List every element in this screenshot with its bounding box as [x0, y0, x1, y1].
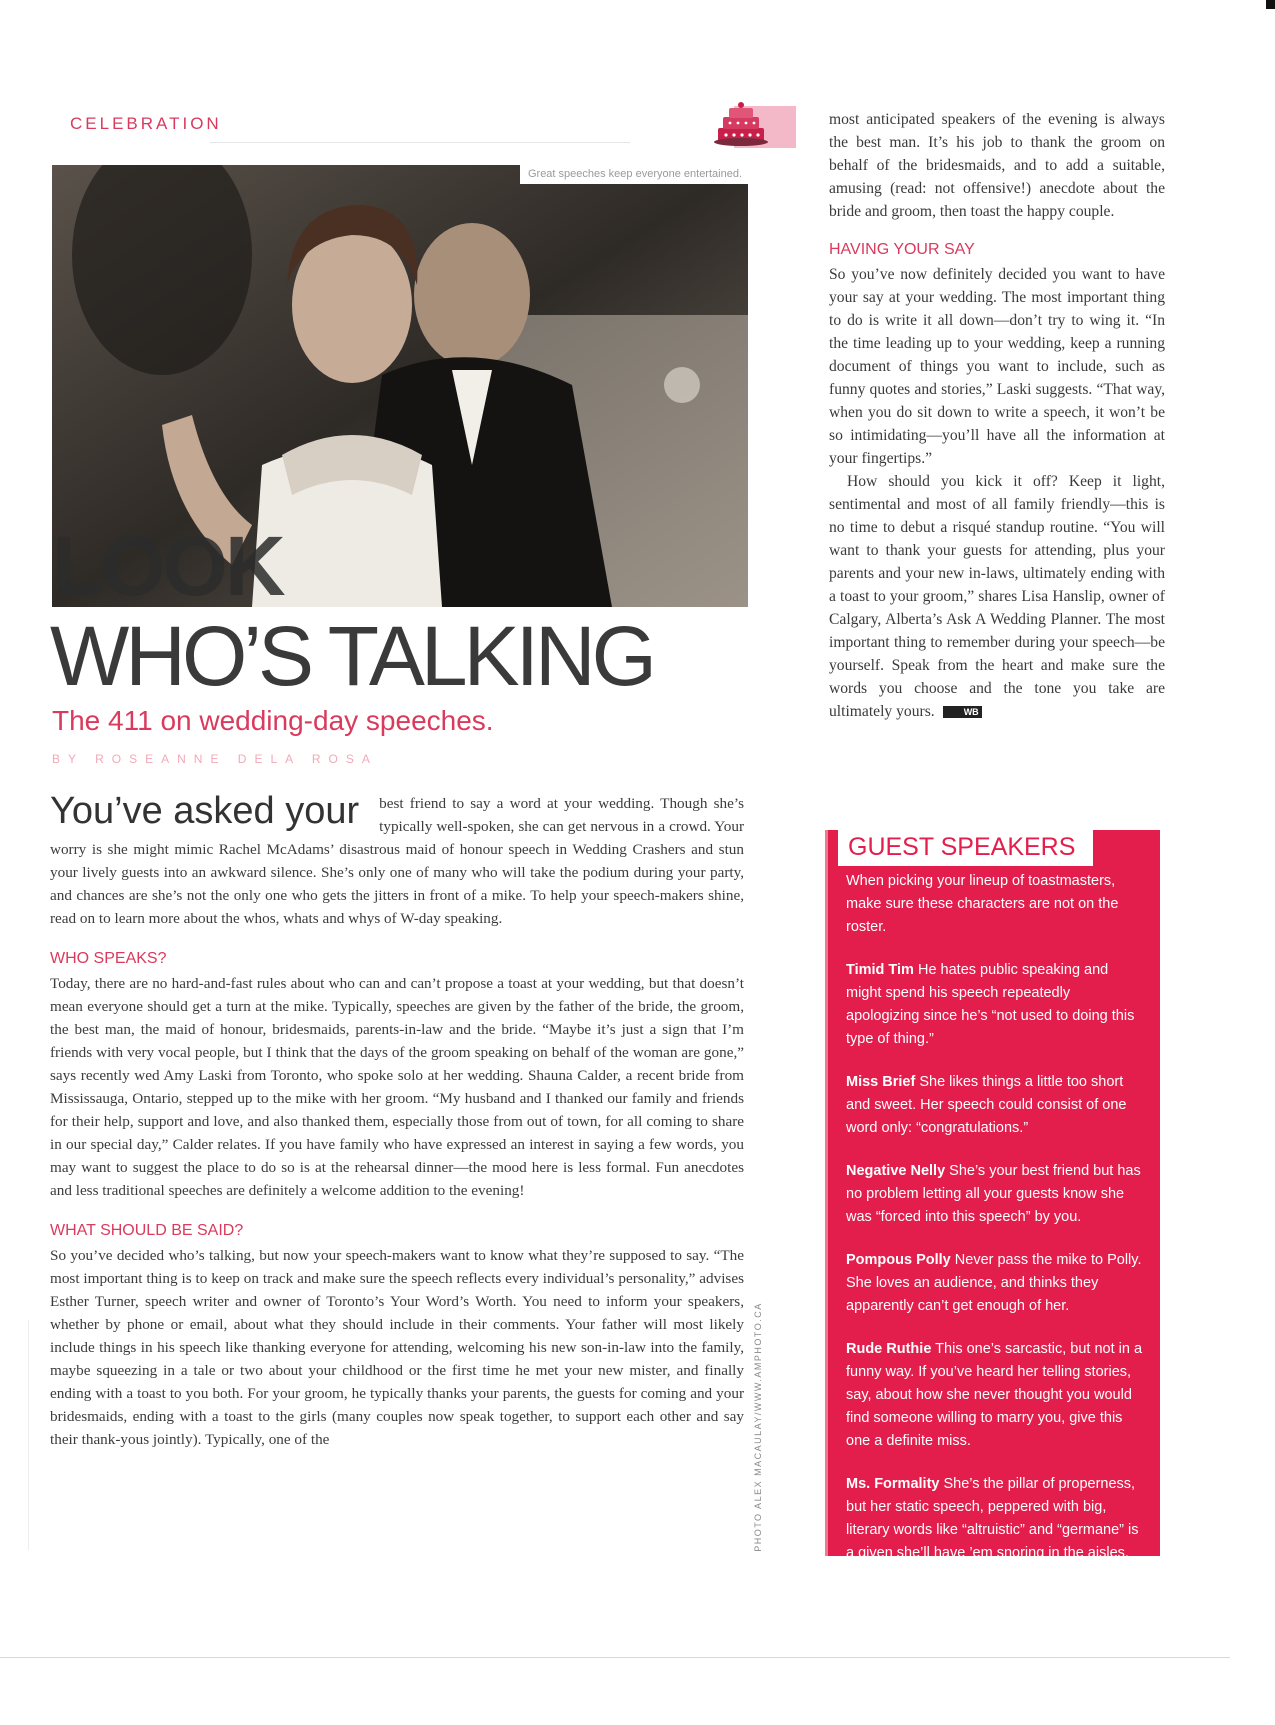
- article-subtitle: The 411 on wedding-day speeches.: [52, 705, 494, 736]
- speaker-name: Rude Ruthie: [846, 1341, 932, 1357]
- subhead-who-speaks: WHO SPEAKS?: [50, 950, 167, 967]
- speaker-description: She’s the pillar of properness, but her static speech, peppered with big, literary words like “altruistic” and “germane” is a given she’ll have ’em snoring in the aisles.: [846, 1476, 1139, 1561]
- speaker-description: She’s your best friend but has no problem letting all your guests know she was “forced into this speech” by you.: [846, 1163, 1141, 1225]
- sidebar-item: [846, 1338, 1146, 1453]
- article-right-column: [829, 108, 1165, 723]
- sidebar-item: [846, 959, 1146, 1051]
- sidebar-intro: When picking your lineup of toastmasters, make sure these characters are not on the roster.: [846, 873, 1119, 935]
- having-say-paragraph-2: [829, 470, 1165, 723]
- sidebar-item: [846, 1160, 1146, 1229]
- headline-line-1: LOOK: [52, 519, 283, 613]
- speaker-name: Miss Brief: [846, 1074, 916, 1090]
- speaker-name: Pompous Polly: [846, 1252, 951, 1268]
- article-left-column: [50, 792, 744, 1451]
- photo-caption: Great speeches keep everyone entertained.: [520, 165, 748, 184]
- headline-line-2: WHO’S TALKING: [50, 609, 653, 703]
- speaker-name: Negative Nelly: [846, 1163, 946, 1179]
- intro-text: best friend to say a word at your wedding. Though she’s typically well-spoken, she can get nervous in a crowd. Your worry is she might mimic Rachel McAdams’ disastrous maid of honour speech in Wedding Crashers and stun your lively guests into an awkward silence. She’s only one of many who will take the podium during your party, and chances are she’s not the only one who gets the jitters in front of a mike. To help your speech-makers shine, read on to learn more about the whos, whats and whys of W-day speaking.: [50, 795, 744, 927]
- speaker-name: Ms. Formality: [846, 1476, 940, 1492]
- speaker-description: Never pass the mike to Polly. She loves an audience, and thinks they apparently can’t get enough of her.: [846, 1252, 1142, 1314]
- end-mark: WB: [943, 706, 982, 718]
- speaker-name: Timid Tim: [846, 962, 914, 978]
- sidebar-item: [846, 1249, 1146, 1318]
- having-say-paragraph-2-text: How should you kick it off? Keep it light, sentimental and most of all family friendly—this is no time to debut a risqué standup routine. “You will want to thank your guests for attending, plus your parents and your new in-laws, ultimately ending with a toast to your groom,” shares Lisa Hanslip, owner of Calgary, Alberta’s Ask A Wedding Planner. The most important thing to remember during your speech—be yourself. Speak from the heart and make sure the words you choose and the tone you take are ultimately yours.: [829, 473, 1165, 720]
- subhead-having-say: HAVING YOUR SAY: [829, 241, 975, 258]
- bottom-rule: [0, 1657, 1230, 1658]
- speaker-description: She likes things a little too short and sweet. Her speech could consist of one word only: “congratulations.”: [846, 1074, 1127, 1136]
- sidebar-title: GUEST SPEAKERS: [838, 827, 1093, 866]
- subhead-what-said: WHAT SHOULD BE SAID?: [50, 1222, 244, 1239]
- photo-credit: [750, 1302, 766, 1555]
- who-speaks-paragraph: Today, there are no hard-and-fast rules about who can and can’t propose a toast at your wedding, but that doesn’t mean everyone should get a turn at the mike. Typically, speeches are given by the father of the bride, the groom, the best man, the maid of honour, bridesmaids, parents-in-law and the bride. “Maybe it’s just a sign that I’m friends with very vocal people, but I think that the days of the groom speaking on behalf of the woman are gone,” says recently wed Amy Laski from Toronto, who spoke solo at her wedding. Shauna Calder, a recent bride from Mississauga, Ontario, stepped up to the mike with her groom. “My husband and I thanked our family and friends for their help, support and love, and also thanked them, especially those from out of town, for all coming to share in our special day,” Calder relates. If you have family who have expressed an interest in saying a few words, you may want to suggest the place to do so is at the rehearsal dinner—the mood here is less formal. Fun anecdotes and less traditional speeches are definitely a welcome addition to the evening!: [50, 975, 744, 1199]
- guest-speakers-sidebar: [825, 830, 1160, 1561]
- intro-paragraph: [50, 792, 744, 930]
- byline: BY ROSEANNE DELA ROSA: [52, 752, 378, 766]
- margin-line: [28, 1320, 29, 1550]
- speaker-description: He hates public speaking and might spend his speech repeatedly apologizing since he’s “not used to doing this type of thing.”: [846, 962, 1135, 1047]
- continued-paragraph: most anticipated speakers of the evening is always the best man. It’s his job to thank the groom on behalf of the bridesmaids, and to add a suitable, amusing (read: not offensive!) anecdote about the bride and groom, then toast the happy couple.: [829, 111, 1165, 220]
- scan-corner-mark: [1266, 0, 1275, 9]
- sidebar-item: [846, 1071, 1146, 1140]
- wedding-cake-icon: [704, 100, 796, 148]
- having-say-paragraph-1: So you’ve now definitely decided you want to have your say at your wedding. The most important thing to do is write it all down—don’t try to wing it. “In the time leading up to your wedding, keep a running document of things you want to include, such as funny quotes and stories,” Laski suggests. “That way, when you do sit down to write a speech, it won’t be so intimidating—you’ll have all the information at your fingertips.”: [829, 266, 1165, 467]
- sidebar-body: [846, 870, 1146, 1585]
- section-label: CELEBRATION: [70, 114, 222, 133]
- what-said-paragraph: So you’ve decided who’s talking, but now your speech-makers want to know what they’re supposed to say. “The most important thing is to keep on track and make sure the speech reflects every individual’s personality,” advises Esther Turner, speech writer and owner of Toronto’s Your Word’s Worth. You need to inform your speakers, whether by phone or email, about what they should include in their comments. Your father will most likely include things in his speech like thanking everyone for attending, welcoming his new son-in-law into the family, maybe squeezing in a tale or two about your childhood or the first time he met your new mister, and finally ending with a toast to you both. For your groom, he typically thanks your parents, the guests for coming and your bridesmaids, ending with a toast to the girls (many couples now speak together, to support each other and say their thank-yous jointly). Typically, one of the: [50, 1247, 744, 1448]
- lede-words: You’ve asked your: [50, 790, 360, 832]
- photo-credit-text: PHOTO ALEX MACAULAY/WWW.AMPHOTO.CA: [753, 1302, 763, 1552]
- sidebar-item: [846, 1473, 1146, 1565]
- header-rule: [210, 142, 630, 143]
- speaker-description: This one’s sarcastic, but not in a funny way. If you’ve heard her telling stories, say, about how she never thought you would find someone willing to marry you, give this one a definite miss.: [846, 1341, 1143, 1449]
